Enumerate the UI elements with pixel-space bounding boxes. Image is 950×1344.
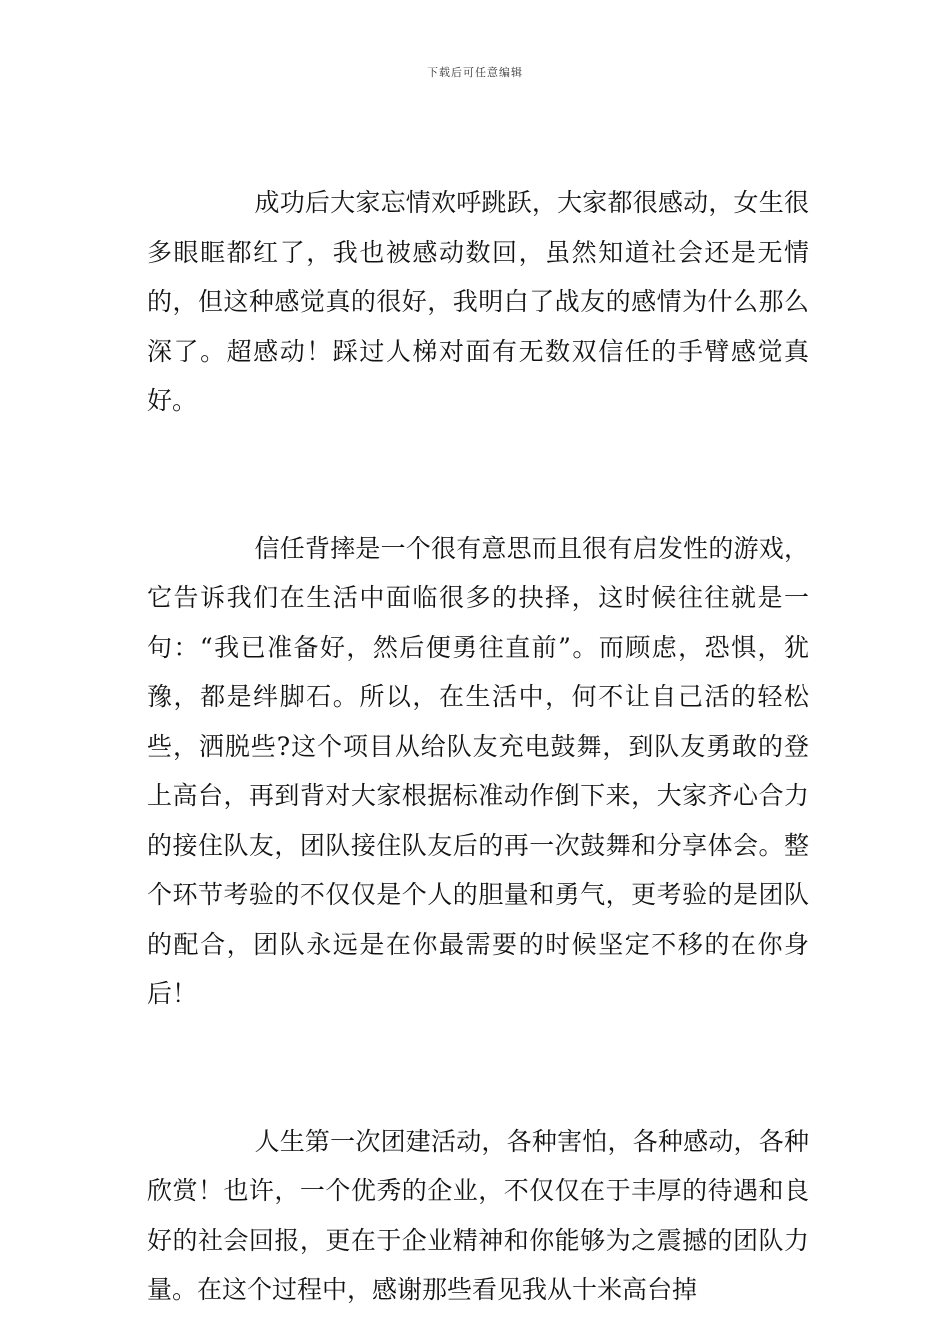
page-header-note: 下载后可任意编辑 [427, 66, 523, 79]
document-body [147, 178, 809, 1315]
paragraph-2: 信任背摔是一个很有意思而且很有启发性的游戏，它告诉我们在生活中面临很多的抉择，这时候往往就是一句：“我已准备好，然后便勇往直前”。而顾虑，恐惧，犹豫，都是绊脚石。所以，在生活中，何不让自己活的轻松些，洒脱些?这个项目从给队友充电鼓舞，到队友勇敢的登上高台，再到背对大家根据标准动作倒下来，大家齐心合力的接住队友，团队接住队友后的再一次鼓舞和分享体会。整个环节考验的不仅仅是个人的胆量和勇气，更考验的是团队的配合，团队永远是在你最需要的时候坚定不移的在你身后！ [147, 533, 809, 1008]
paragraph-1: 成功后大家忘情欢呼跳跃，大家都很感动，女生很多眼眶都红了，我也被感动数回，虽然知道社会还是无情的，但这种感觉真的很好，我明白了战友的感情为什么那么深了。超感动！踩过人梯对面有无数双信任的手臂感觉真好。 [147, 188, 809, 415]
paragraph-3: 人生第一次团建活动，各种害怕，各种感动，各种欣赏！也许，一个优秀的企业，不仅仅在于丰厚的待遇和良好的社会回报，更在于企业精神和你能够为之震撼的团队力量。在这个过程中，感谢那些看见我从十米高台掉 [147, 1126, 809, 1304]
